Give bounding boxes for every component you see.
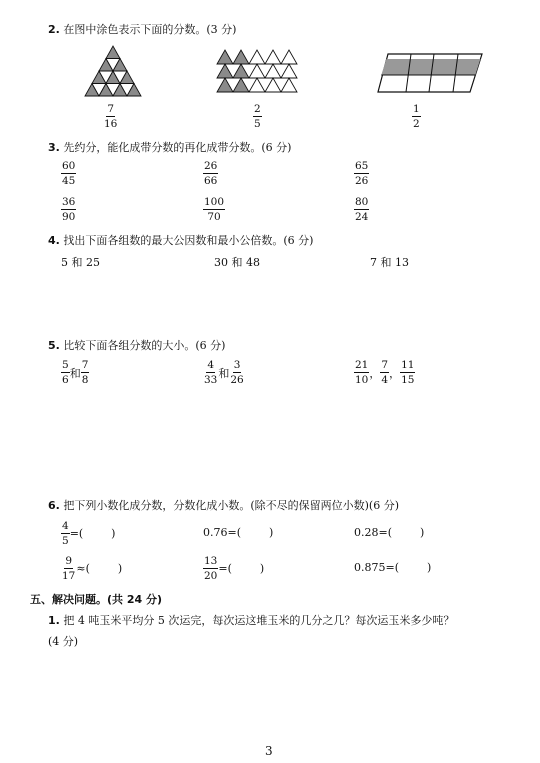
q6-item-3: 0.28=( )	[354, 526, 425, 539]
page-number: 3	[265, 744, 273, 758]
q2-heading: 2. 在图中涂色表示下面的分数。(3 分)	[48, 23, 237, 36]
q6-item-4: $\frac{9}{17}$ ≈( )	[62, 555, 123, 582]
q5-heading: 5. 比较下面各组分数的大小。(6 分)	[48, 339, 226, 352]
shaded-half	[381, 59, 480, 75]
q4-item-1: 5 和 25	[61, 256, 100, 269]
q6-item-2: 0.76=( )	[203, 526, 274, 539]
q3-fraction-3: $\frac{65}{26}$	[355, 160, 369, 187]
q6-heading: 6. 把下列小数化成分数，分数化成小数。(除不尽的保留两位小数)(6 分)	[48, 499, 400, 512]
q5-item-2: $\frac{4}{33}$ 和 $\frac{3}{26}$	[204, 359, 244, 386]
row-triangle	[249, 78, 265, 92]
problem-1-text: 1. 把 4 吨玉米平均分 5 次运完，每次运这堆玉米的几分之几？每次运玉米多少吨？	[48, 614, 455, 627]
triangle-figure-16	[84, 45, 142, 97]
q3-heading: 3. 先约分，能化成带分数的再化成带分数。(6 分)	[48, 141, 292, 154]
q2-fraction-1: $\frac{7}{16}$	[104, 103, 118, 130]
row-triangle	[265, 64, 281, 78]
row-triangle	[265, 50, 281, 64]
q6-item-1: $\frac{4}{5}$ =( )	[62, 520, 116, 547]
q6-item-6: 0.875=( )	[354, 561, 432, 574]
q5-item-3: $\frac{21}{10}$ ， $\frac{7}{4}$ ， $\frac{11}{15}$	[355, 359, 415, 386]
triangle-rows-figure	[216, 49, 298, 93]
row-triangle	[233, 64, 249, 78]
row-triangle	[265, 78, 281, 92]
q4-item-3: 7 和 13	[370, 256, 409, 269]
q3-fraction-2: $\frac{26}{66}$	[204, 160, 218, 187]
row-triangle	[249, 50, 265, 64]
q4-item-2: 30 和 48	[214, 256, 260, 269]
q3-fraction-6: $\frac{80}{24}$	[355, 196, 369, 223]
row-triangle	[281, 50, 297, 64]
row-triangle	[217, 50, 233, 64]
q3-fraction-5: $\frac{100}{70}$	[204, 196, 225, 223]
row-triangle	[217, 78, 233, 92]
problem-1-score: (4 分)	[48, 635, 79, 648]
q3-fraction-4: $\frac{36}{90}$	[62, 196, 76, 223]
row-triangle	[233, 78, 249, 92]
small-triangle-up	[106, 46, 120, 59]
section-5-title: 五、解决问题。(共 24 分)	[30, 593, 163, 606]
parallelogram-figure	[376, 52, 484, 94]
row-triangle	[249, 64, 265, 78]
q2-fraction-3: $\frac{1}{2}$	[413, 103, 420, 130]
q4-heading: 4. 找出下面各组数的最大公因数和最小公倍数。(6 分)	[48, 234, 314, 247]
row-triangle	[217, 64, 233, 78]
row-triangle	[281, 78, 297, 92]
row-triangle	[233, 50, 249, 64]
q6-item-5: $\frac{13}{20}$ =( )	[204, 555, 265, 582]
q3-fraction-1: $\frac{60}{45}$	[62, 160, 76, 187]
row-triangle	[281, 64, 297, 78]
q2-fraction-2: $\frac{2}{5}$	[254, 103, 261, 130]
q5-item-1: $\frac{5}{6}$ 和 $\frac{7}{8}$	[62, 359, 89, 386]
